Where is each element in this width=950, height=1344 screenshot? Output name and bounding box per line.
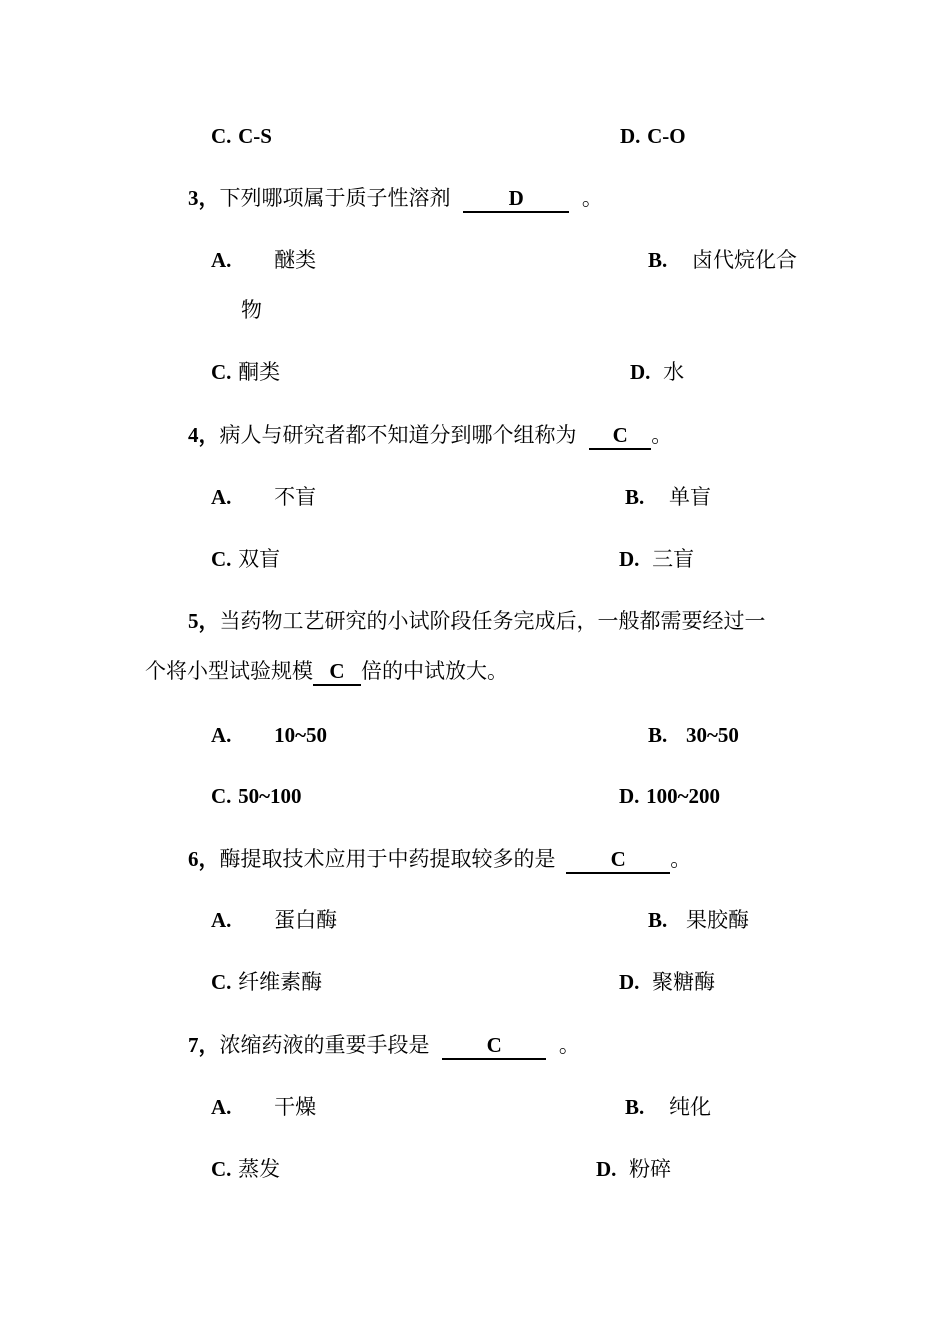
- option-letter: D.: [596, 1157, 617, 1181]
- option-letter: A.: [211, 485, 232, 509]
- option-letter: C.: [211, 124, 232, 148]
- q3-option-b: [648, 246, 797, 274]
- q4-stem: [188, 421, 672, 450]
- q6-option-a: [211, 906, 337, 934]
- q6-option-c: [211, 968, 322, 996]
- option-text: 30~50: [685, 723, 739, 747]
- q3-option-a: [211, 246, 316, 274]
- option-text: 卤代烷化合: [691, 248, 797, 272]
- question-number: 5，: [188, 609, 220, 633]
- option-letter: D.: [619, 784, 640, 808]
- option-letter: A.: [211, 723, 232, 747]
- answer-blank: D: [463, 185, 569, 213]
- option-text: 蛋白酶: [274, 908, 338, 932]
- option-text: 三盲: [652, 547, 695, 571]
- option-text: 单盲: [668, 485, 711, 509]
- q3-option-c: [211, 358, 280, 386]
- answer-blank: C: [566, 846, 670, 874]
- q5-option-d: [619, 782, 720, 810]
- q5-option-a: [211, 721, 327, 749]
- option-text: C-S: [238, 124, 272, 148]
- option-letter: D.: [619, 547, 640, 571]
- answer-blank: C: [589, 422, 651, 450]
- q5-option-c: [211, 782, 302, 810]
- option-text: 果胶酶: [685, 908, 749, 932]
- option-text: 50~100: [238, 784, 302, 808]
- question-stem: 病人与研究者都不知道分到哪个组称为: [219, 423, 577, 447]
- option-letter: D.: [630, 360, 651, 384]
- q3-option-b-wrap: [241, 296, 262, 324]
- question-number: 4，: [188, 423, 220, 447]
- option-text: 粉碎: [629, 1157, 672, 1181]
- option-letter: A.: [211, 248, 232, 272]
- q6-option-d: [619, 968, 715, 996]
- option-text: 纯化: [668, 1095, 711, 1119]
- q5-option-b: [648, 721, 739, 749]
- question-tail: 。: [581, 186, 603, 210]
- option-letter: D.: [619, 970, 640, 994]
- option-letter: B.: [648, 908, 668, 932]
- q7-option-c: [211, 1155, 280, 1183]
- question-stem: 个将小型试验规模: [145, 659, 313, 683]
- q2-option-c: [211, 122, 272, 150]
- option-text: 干燥: [274, 1095, 317, 1119]
- option-letter: B.: [625, 485, 645, 509]
- option-letter: D.: [620, 124, 641, 148]
- question-number: 7，: [188, 1033, 220, 1057]
- option-letter: B.: [625, 1095, 645, 1119]
- question-tail: 。: [651, 423, 673, 447]
- q5-stem-line1: [188, 607, 766, 635]
- option-text: 水: [663, 360, 685, 384]
- option-letter: C.: [211, 547, 232, 571]
- q6-option-b: [648, 906, 749, 934]
- question-tail: 。: [558, 1033, 580, 1057]
- option-text: 纤维素酶: [238, 970, 323, 994]
- option-letter: B.: [648, 248, 668, 272]
- q4-option-a: [211, 483, 316, 511]
- question-stem: 当药物工艺研究的小试阶段任务完成后，一般都需要经过一: [219, 609, 766, 633]
- option-letter: A.: [211, 908, 232, 932]
- option-letter: C.: [211, 1157, 232, 1181]
- q3-option-d: [630, 358, 684, 386]
- question-stem: 下列哪项属于质子性溶剂: [219, 186, 451, 210]
- answer-blank: C: [313, 658, 361, 686]
- answer-blank: C: [442, 1032, 546, 1060]
- option-letter: A.: [211, 1095, 232, 1119]
- q2-option-d: [620, 122, 686, 150]
- option-text: 10~50: [274, 723, 328, 747]
- q7-stem: [188, 1031, 580, 1060]
- option-text: C-O: [647, 124, 686, 148]
- q7-option-d: [596, 1155, 671, 1183]
- option-letter: C.: [211, 360, 232, 384]
- q3-stem: [188, 184, 603, 213]
- q7-option-a: [211, 1093, 316, 1121]
- q5-stem-line2: [145, 657, 508, 686]
- question-number: 3，: [188, 186, 220, 210]
- option-text: 不盲: [274, 485, 317, 509]
- q6-stem: [188, 845, 691, 874]
- option-text-continued: 物: [241, 298, 262, 322]
- question-stem: 倍的中试放大。: [361, 659, 508, 683]
- q4-option-b: [625, 483, 711, 511]
- question-stem: 酶提取技术应用于中药提取较多的是: [219, 847, 556, 871]
- option-letter: C.: [211, 784, 232, 808]
- q7-option-b: [625, 1093, 711, 1121]
- option-text: 醚类: [274, 248, 317, 272]
- option-text: 100~200: [646, 784, 721, 808]
- question-tail: 。: [670, 847, 692, 871]
- option-text: 双盲: [238, 547, 281, 571]
- option-text: 蒸发: [238, 1157, 281, 1181]
- option-letter: B.: [648, 723, 668, 747]
- q4-option-c: [211, 545, 280, 573]
- option-text: 聚糖酶: [652, 970, 716, 994]
- q4-option-d: [619, 545, 694, 573]
- question-stem: 浓缩药液的重要手段是: [219, 1033, 430, 1057]
- question-number: 6，: [188, 847, 220, 871]
- option-text: 酮类: [238, 360, 281, 384]
- option-letter: C.: [211, 970, 232, 994]
